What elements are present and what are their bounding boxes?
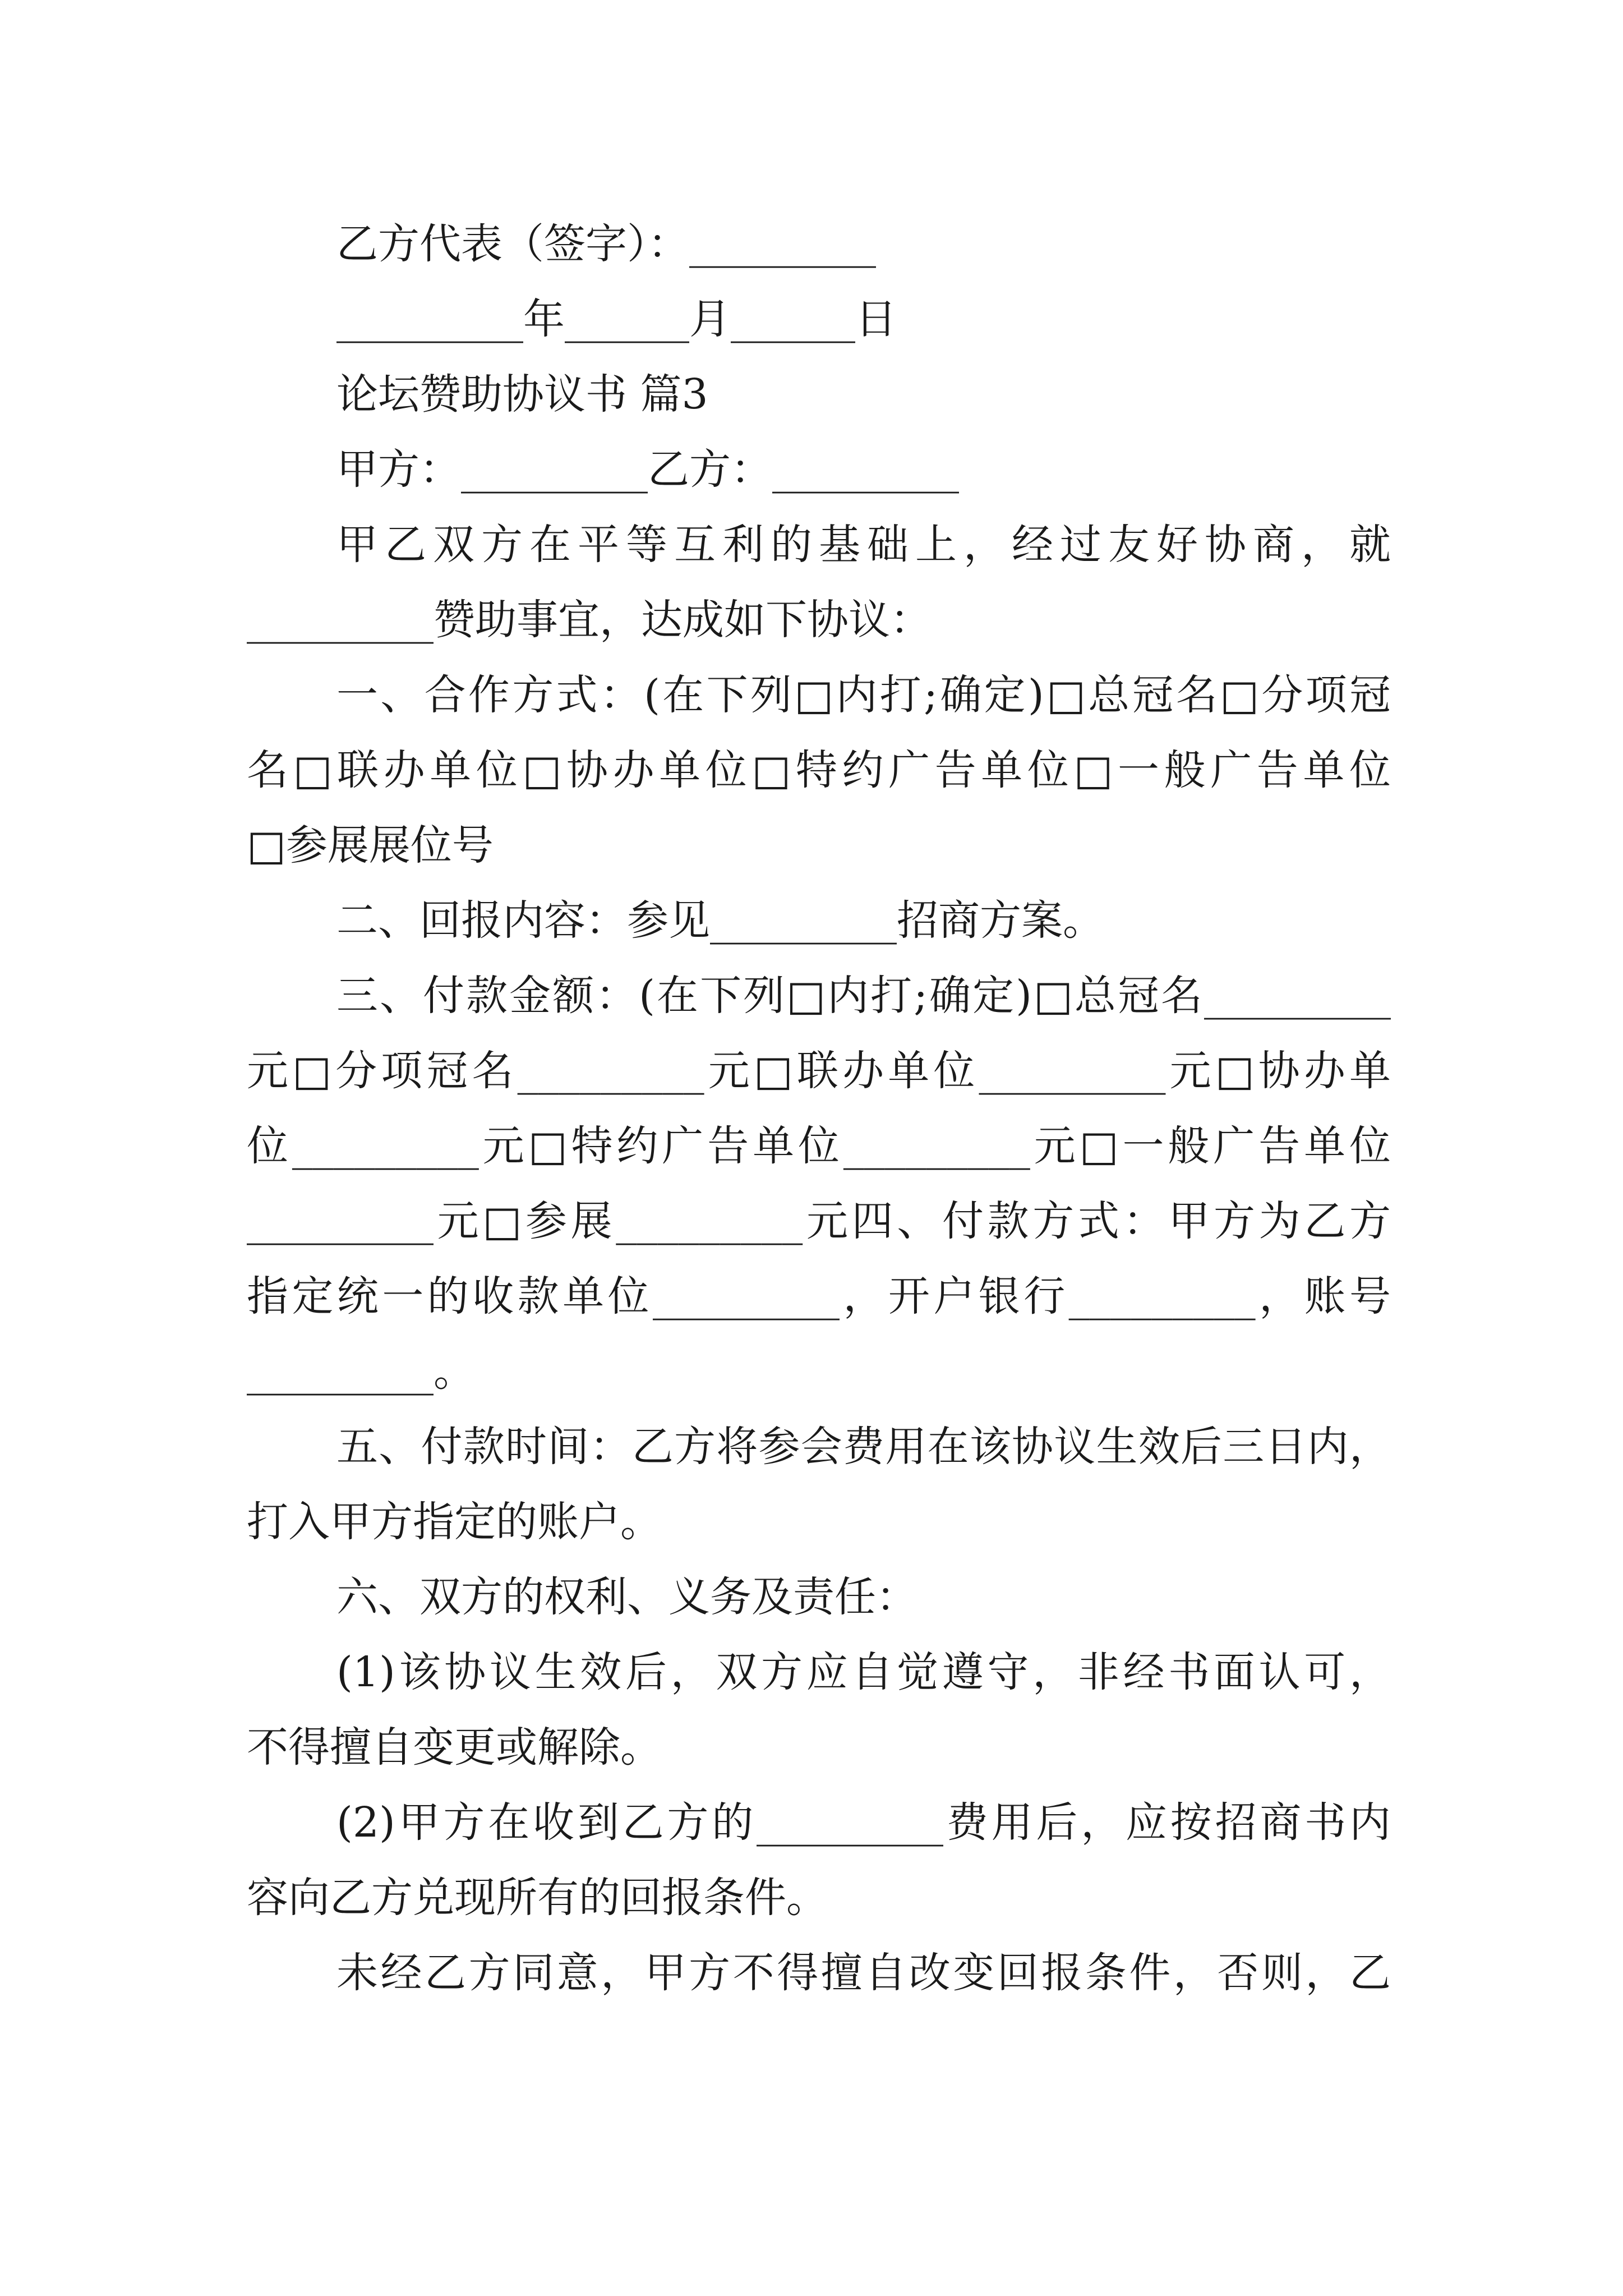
text-line-date: _________年______月______日 (336, 295, 897, 343)
text-line-clause-4: _________元□参展_________元四、付款方式：甲方为乙方 (247, 1197, 1391, 1245)
text-line-clause-6-1-cont: 不得擅自变更或解除。 (247, 1723, 662, 1772)
text-line-clause-3-cont: 元□分项冠名_________元□联办单位_________元□协办单 (247, 1047, 1391, 1095)
section-title: 论坛赞助协议书 篇3 (336, 370, 708, 418)
text-line-clause-1-cont: □参展展位号 (247, 821, 494, 869)
text-line-parties: 甲方：_________乙方：_________ (336, 445, 959, 494)
text-line-clause-4-cont: _________。 (247, 1347, 475, 1396)
text-line-clause-6-2: (2)甲方在收到乙方的_________费用后，应按招商书内 (336, 1798, 1391, 1847)
text-line-clause-1-cont: 名□联办单位□协办单位□特约广告单位□一般广告单位 (247, 746, 1391, 794)
text-line-clause-3: 三、付款金额：(在下列□内打;确定)□总冠名_________ (336, 972, 1391, 1020)
text-line-clause-3-cont: 位_________元□特约广告单位_________元□一般广告单位 (247, 1122, 1391, 1170)
text-line-clause-6-2-cont: 容向乙方兑现所有的回报条件。 (247, 1874, 828, 1922)
text-line-clause-5: 五、付款时间：乙方将参会费用在该协议生效后三日内， (336, 1423, 1391, 1471)
text-line-clause-2: 二、回报内容：参见_________招商方案。 (336, 896, 1104, 945)
text-line-clause-1: 一、合作方式：(在下列□内打;确定)□总冠名□分项冠 (336, 671, 1391, 719)
text-line-clause-6-1: (1)该协议生效后，双方应自觉遵守，非经书面认可， (336, 1648, 1391, 1696)
text-line-intro-cont: _________赞助事宜，达成如下协议： (247, 596, 932, 644)
text-line-clause-6-2-note: 未经乙方同意，甲方不得擅自改变回报条件，否则，乙 (336, 1949, 1391, 1997)
text-line-clause-6: 六、双方的权利、义务及责任： (336, 1573, 917, 1621)
text-line-signature: 乙方代表（签字）：_________ (336, 220, 876, 268)
text-line-clause-5-cont: 打入甲方指定的账户。 (247, 1498, 662, 1546)
text-line-clause-4-cont: 指定统一的收款单位_________，开户银行_________，账号 (247, 1272, 1391, 1320)
text-line-intro: 甲乙双方在平等互利的基础上，经过友好协商，就 (336, 521, 1391, 569)
